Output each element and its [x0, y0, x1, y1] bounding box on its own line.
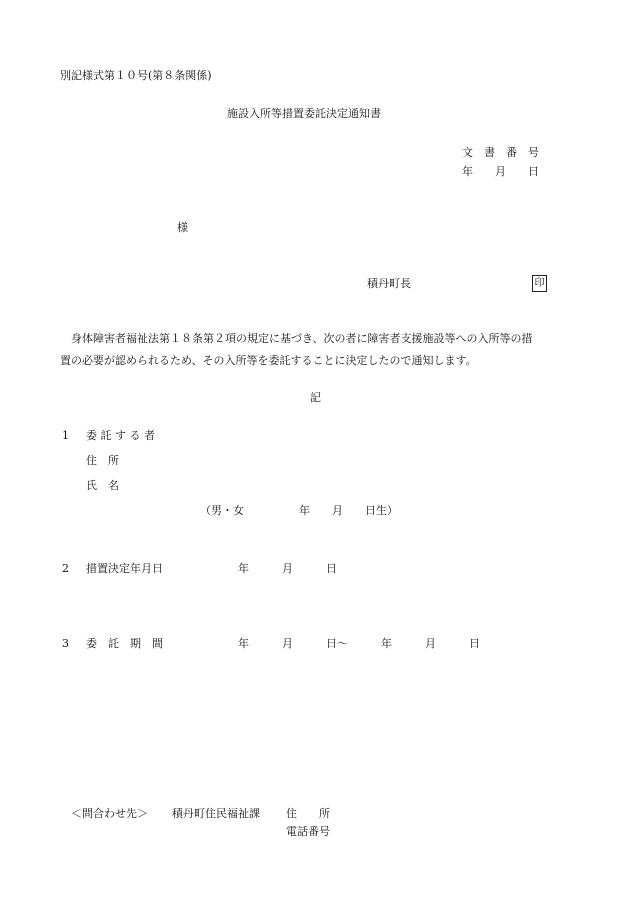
- item3-number: 3: [62, 637, 69, 650]
- addressee-suffix: 様: [177, 221, 188, 234]
- item1-number: 1: [62, 429, 69, 442]
- seal-stamp: 印: [532, 275, 547, 292]
- body-line-1: 身体障害者福祉法第１８条第２項の規定に基づき、次の者に障害者支援施設等への入所等の措: [60, 332, 533, 345]
- contact-label: ＜問合わせ先＞: [71, 807, 148, 820]
- item1-name-label: 氏 名: [86, 479, 119, 492]
- ki-heading: 記: [310, 391, 321, 404]
- contact-address-label: 住 所: [286, 807, 330, 820]
- contact-department: 積丹町住民福祉課: [172, 807, 260, 820]
- item3-label: 委 託 期 間: [86, 637, 163, 650]
- document-title: 施設入所等措置委託決定通知書: [227, 107, 381, 120]
- item2-label: 措置決定年月日: [86, 562, 163, 575]
- item3-period: 年 月 日〜 年 月 日: [238, 637, 480, 650]
- item1-label: 委 託 す る 者: [86, 429, 155, 442]
- contact-phone-label: 電話番号: [286, 825, 330, 838]
- date-label: 年 月 日: [462, 165, 539, 178]
- item1-gender-birth: （男・女 年 月 日生）: [200, 504, 398, 517]
- form-number: 別記様式第１０号(第８条関係): [60, 69, 212, 82]
- body-line-2: 置の必要が認められるため、その入所等を委託することに決定したので通知します。: [60, 354, 477, 367]
- body-paragraph: [60, 328, 580, 372]
- item2-number: 2: [62, 562, 69, 575]
- item2-date: 年 月 日: [238, 562, 337, 575]
- document-number-label: 文 書 番 号: [462, 146, 539, 159]
- item1-address-label: 住 所: [86, 454, 119, 467]
- issuer: 積丹町長: [367, 277, 411, 290]
